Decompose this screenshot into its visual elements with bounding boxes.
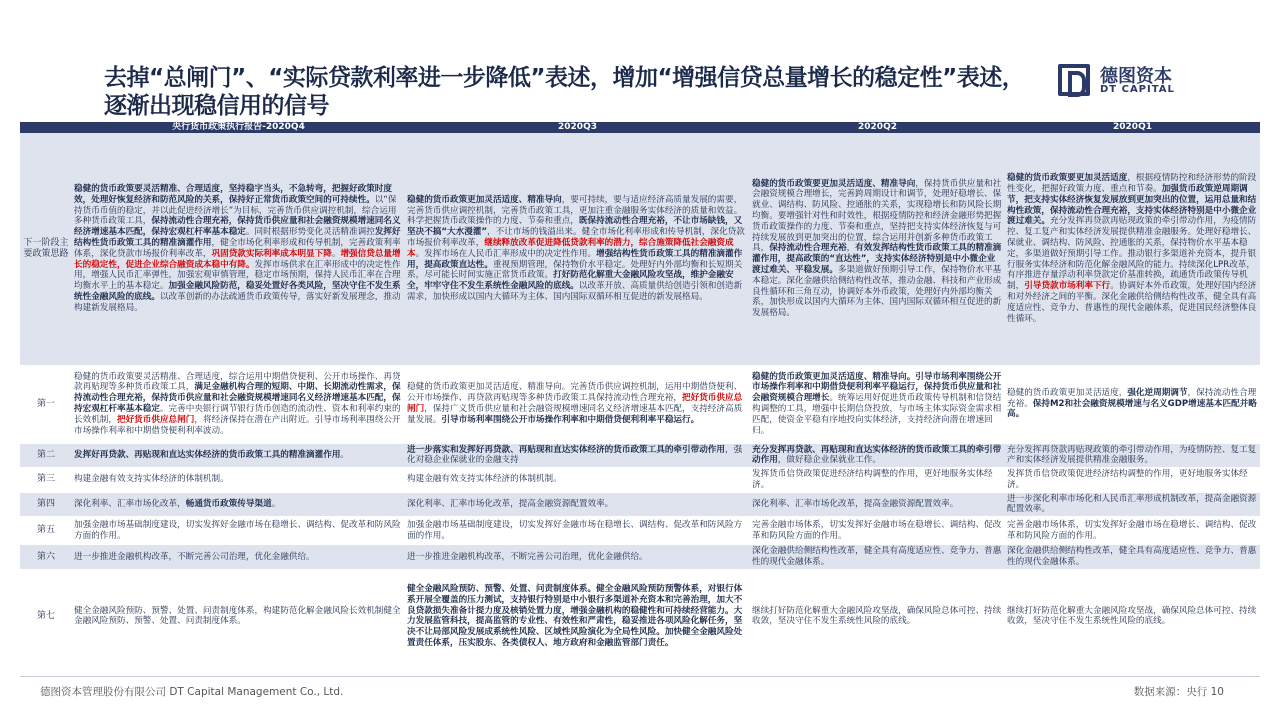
footer-source	[1134, 684, 1224, 699]
table-row	[20, 468, 1260, 493]
cell-text-segment: 。	[271, 499, 281, 510]
table-row	[20, 443, 1260, 468]
cell-text-segment: ，将经济保持在潜在产出附近。引导市场利率围绕公开市场操作利率和中期借贷便利利率波动。	[74, 414, 401, 436]
cell-text-segment: ，保持流动性合理充裕。	[1007, 387, 1257, 409]
cell-text-segment: 发挥好再贷款、再贴现和直达实体经济的货币政策工具的精准滴灌作用	[74, 449, 341, 460]
row-label: 第一	[20, 365, 72, 443]
table-header-row	[20, 122, 1260, 133]
cell-text-segment: 巩固贷款实际利率成本明显下降	[211, 248, 332, 259]
table-row	[20, 365, 1260, 443]
cell-2020q2	[750, 365, 1005, 443]
cell-text-segment: 稳健的货币政策更加灵活适度、精准导向	[752, 371, 907, 382]
header-2020q1: 2020Q1	[1005, 122, 1260, 133]
cell-text-segment: 进一步深化利率市场化和人民币汇率形成机制改革，提高金融资源配置效率。	[1007, 493, 1257, 515]
cell-text-segment: 深化利率、汇率市场化改革，提高金融资源配置效率。	[752, 499, 959, 510]
header-2020q4: 央行货币政策执行报告-2020Q4	[72, 122, 405, 133]
cell-text-segment: 。协调好本外币政策，处理好国内经济和对外经济之间的平衡。深化金融供给侧结构性改革，健全具有高度适应性、竞争力、普惠性的现代金融体系，促进国民经济整体良性循环。	[1007, 281, 1257, 324]
cell-text-segment: 。引导市场利率围绕公开市场操作利率和中期借贷便利利率平稳运行，保持货币供应量和社会融资规模合理增长	[752, 371, 1002, 404]
cell-text-segment: 。统筹运用好促进货币政策传导机制和信贷结构调整的工具，增强中长期信贷投放，与市场主体实际资金需求相匹配，使资金平稳有序地投向实体经济，支持经济向潜在增速回归。	[752, 393, 1002, 436]
cell-text-segment: 保持流动性合理充裕，保持货币供应量和社会融资规模增速同名义经济增速基本匹配，保持宏观杠杆率基本稳定	[74, 216, 401, 238]
cell-text-segment: 加强金融市场基础制度建设，切实发挥好金融市场在稳增长、调结构、促改革和防风险方面的作用。	[74, 519, 401, 541]
cell-text-segment: 引导市场利率围绕公开市场操作利率和中期借贷便利利率平稳运行。	[441, 414, 700, 425]
cell-text-segment: ，不让市场的钱溢出来。健全市场化利率形成和传导机制，深化贷款市场报价利率改革，	[407, 227, 745, 248]
cell-2020q4	[72, 468, 405, 493]
row-label: 第四	[20, 492, 72, 517]
cell-text-segment: ，根据疫情防控和经济形势的阶段性变化，把握好政策力度、重点和节奏。	[1007, 173, 1257, 194]
cell-text-segment: 发挥市场供求在汇率形成中的决定性作用，增强人民币汇率弹性，加强宏观审慎管理，稳定市场预期，保持人民币汇率在合理均衡水平上的基本稳定。	[74, 259, 401, 292]
cell-text-segment: 稳健的货币政策更加灵活适度、精准导向	[407, 194, 562, 205]
row-label: 第三	[20, 468, 72, 493]
cell-text-segment: 以改革创新的办法疏通货币政策传导，落实好新发展理念，推动构建新发展格局。	[74, 291, 401, 313]
cell-2020q1	[1005, 517, 1260, 545]
cell-2020q1	[1005, 545, 1260, 570]
cell-text-segment: ，健全市场化利率形成和传导机制，完善政策利率体系，深化贷款市场报价利率改革，	[74, 237, 401, 259]
cell-text-segment: 。同时根据形势变化灵活精准调控	[245, 227, 375, 238]
cell-text-segment: 保持M2和社会融资规模增速与名义GDP增速基本匹配并略高。	[1007, 398, 1257, 420]
row-label: 第二	[20, 443, 72, 468]
cell-2020q3	[405, 492, 750, 517]
cell-2020q2	[750, 443, 1005, 468]
cell-2020q3	[405, 443, 750, 468]
cell-text-segment: 构建金融有效支持实体经济的体制机制。	[407, 474, 562, 485]
cell-text-segment: ，保持广义货币供应量和社会融资规模增速同名义经济增速基本匹配，支持经济高质量发展。	[407, 404, 743, 425]
cell-text-segment: 加强金融风险防范，稳妥处置好各类风险，坚决守住不发生系统性金融风险的底线。	[74, 281, 401, 302]
cell-text-segment: 保持流动性合理充裕	[769, 243, 847, 254]
row-label: 第七	[20, 569, 72, 663]
cell-text-segment: 以“保持货币币值的稳定，并以此促进经济增长”为目标，完善货币供应调控机制，综合运用多种货币政策工具，	[74, 194, 397, 227]
cell-2020q1	[1005, 492, 1260, 517]
dt-logo-icon	[1058, 64, 1090, 96]
cell-text-segment: 充分发挥再贷款、再贴现和直达实体经济的货币政策工具的牵引带动作用	[752, 444, 1002, 466]
logo-cn-text: 德图资本	[1100, 66, 1172, 87]
cell-text-segment: 稳健的货币政策更加灵活适度，	[1007, 387, 1128, 398]
cell-text-segment: 。完善中央银行调节银行货币创造的流动性、资本和利率约束的长效机制，	[74, 404, 401, 425]
header-2020q2: 2020Q2	[750, 122, 1005, 133]
cell-text-segment: ，保持货币供应量和社会融资规模合理增长，完善跨周期设计和调节，处理好稳增长、保就业、调结构、防风险、控通胀的关系，实现稳增长和防风险长期均衡。要增强针对性和时效性，根据疫情防控和经济金融形势把握货币政策操作的力度、节奏和重点，坚持把支持实体经济恢复与可持续发展放到更加突出的位置，综合运用并创新多种货币政策工具，	[752, 178, 1002, 254]
cell-text-segment: 发挥货币信贷政策促进经济结构调整的作用，更好地服务实体经济。	[752, 469, 993, 490]
header-2020q3: 2020Q3	[405, 122, 750, 133]
cell-text-segment: 发挥好结构性货币政策工具的精准滴灌作用	[74, 227, 401, 248]
cell-text-segment: 充分发挥再贷款再贴现政策的牵引带动作用，为疫情防控、复工复产和实体经济发展提供精准金融服务。处理好稳增长、保就业、调结构、防风险、控通胀的关系，保持物价水平基本稳定，多渠道做好预期引导工作。推动银行多渠道补充资本，提升银行服务实体经济和防范化解金融风险的能力。持续深化LPR改革，有序推进存量浮动利率贷款定价基准转换，疏通货币政策传导机制，	[1007, 216, 1257, 292]
cell-text-segment: 深化利率、汇率市场化改革，提高金融资源配置效率。	[407, 499, 614, 510]
cell-text-segment: 深化金融供给侧结构性改革，健全具有高度适应性、竞争力、普惠性的现代金融体系。	[1007, 546, 1257, 568]
cell-text-segment: 打好防范化解重大金融风险攻坚战，维护金融安全，牢牢守住不发生系统性金融风险的底线。	[407, 270, 734, 292]
cell-text-segment: 稳健的货币政策更加灵活适度、精准导向。完善货币供应调控机制，运用中期借贷便利、公开市场操作、再贷款再贴现等多种货币政策工具保持流动性合理充裕，	[407, 382, 743, 404]
cell-text-segment: 把好货币供应总闸门	[407, 393, 743, 414]
cell-text-segment: 继续打好防范化解重大金融风险攻坚战，确保风险总体可控、持续收敛，坚决守住不发生系统性风险的底线。	[752, 605, 1002, 627]
table-row	[20, 569, 1260, 663]
cell-2020q3	[405, 365, 750, 443]
cell-2020q2	[750, 468, 1005, 493]
table-row	[20, 517, 1260, 545]
cell-text-segment: 继续打好防范化解重大金融风险攻坚战，确保风险总体可控、持续收敛，坚决守住不发生系统性风险的底线。	[1007, 605, 1257, 627]
cell-2020q2	[750, 569, 1005, 663]
cell-text-segment: ，要可持续，要与适应经济高质量发展的需要，完善货币供应调控机制，完善货币政策工具，更加注重金融服务实体经济的质量和效益。科学把握货币政策操作的力度、节奏和重点，	[407, 194, 743, 227]
cell-text-segment: 畅通货币政策传导渠道	[185, 499, 272, 510]
cell-2020q1	[1005, 133, 1260, 365]
cell-2020q2	[750, 492, 1005, 517]
table-row	[20, 133, 1260, 365]
cell-text-segment: 增强结构性货币政策工具的精准滴灌作用，提高政策直达性。	[407, 248, 743, 270]
cell-text-segment: 把好货币供应总闸门	[116, 414, 195, 425]
cell-2020q2	[750, 545, 1005, 570]
cell-text-segment: 以改革开放、高质量供给创造引领和创造新需求，加快形成以国内大循环为主体、国内国际双循环相互促进的新发展格局。	[407, 281, 743, 302]
table-row	[20, 492, 1260, 517]
cell-text-segment: ，强化对稳企业保就业的金融支持	[407, 444, 743, 466]
cell-text-segment: 增强信贷总量增长的稳定性，促进企业综合融资成本稳中有降。	[74, 248, 401, 270]
cell-text-segment: ，做好稳企业保就业工作。	[777, 455, 881, 466]
cell-2020q4	[72, 492, 405, 517]
cell-2020q1	[1005, 365, 1260, 443]
cell-text-segment: 继续释放改革促进降低贷款利率的潜力，综合施策降低社会融资成本	[407, 237, 734, 259]
cell-text-segment: 充分发挥再贷款再贴现政策的牵引带动作用，为疫情防控、复工复产和实体经济发展提供精准金融服务。	[1007, 444, 1257, 466]
cell-text-segment: 有效发挥结构性货币政策工具的精准滴灌作用，提高政策的“直达性”，支持实体经济特别是中小微企业渡过难关、平稳发展。	[752, 243, 1002, 275]
cell-text-segment: 。	[331, 248, 341, 259]
cell-2020q4	[72, 517, 405, 545]
cell-text-segment: 深化金融供给侧结构性改革，健全具有高度适应性、竞争力、普惠性的现代金融体系。	[752, 546, 1002, 568]
cell-text-segment: 。发挥市场在人民币汇率形成中的决定性作用。	[415, 248, 597, 259]
cell-text-segment: 深化利率、汇率市场化改革，	[74, 499, 186, 510]
cell-text-segment: 稳健的货币政策要灵活精准、合理适度，综合运用中期借贷便利、公开市场操作、再贷款再贴现等多种货币政策工具，	[74, 371, 401, 393]
cell-text-segment: 进一步推进金融机构改革，不断完善公司治理，优化金融供给。	[407, 551, 648, 562]
cell-2020q4	[72, 569, 405, 663]
cell-2020q3	[405, 517, 750, 545]
cell-text-segment: 发挥货币信贷政策促进经济结构调整的作用，更好地服务实体经济。	[1007, 469, 1248, 490]
row-label: 第五	[20, 517, 72, 545]
cell-text-segment: 进一步落实和发挥好再贷款、再贴现和直达实体经济的货币政策工具的牵引带动作用	[407, 444, 725, 455]
company-logo	[1058, 62, 1258, 102]
table-row	[20, 545, 1260, 570]
cell-text-segment: ，	[846, 243, 856, 254]
cell-text-segment: 加强货币政策逆周期调节，把支持实体经济恢复发展放到更加突出的位置，运用总量和结构性政策，保持流动性合理充裕，支持实体经济特别是中小微企业渡过难关。	[1007, 183, 1257, 227]
cell-2020q2	[750, 517, 1005, 545]
cell-2020q1	[1005, 443, 1260, 468]
cell-2020q4	[72, 133, 405, 365]
cell-2020q3	[405, 468, 750, 493]
cell-2020q4	[72, 443, 405, 468]
cell-2020q1	[1005, 468, 1260, 493]
cell-2020q4	[72, 365, 405, 443]
footer-divider	[20, 676, 1260, 677]
cell-text-segment: 引导贷款市场利率下行	[1024, 281, 1111, 292]
cell-text-segment: 。	[340, 449, 350, 460]
cell-text-segment: 健全金融风险预防、预警、处置、问责制度体系，构建防范化解金融风险长效机制健全金融风险预防、预警、处置、问责制度体系。	[74, 605, 401, 627]
page-title: 去掉“总闸门”、“实际贷款利率进一步降低”表述，增加“增强信贷总量增长的稳定性”表述，逐渐出现稳信用的信号	[104, 65, 1025, 119]
cell-text-segment: 既保持流动性合理充裕，不让市场缺钱，又坚决不搞“大水漫灌”	[407, 216, 743, 238]
row-label: 下一阶段主要政策思路	[20, 133, 72, 365]
cell-2020q1	[1005, 569, 1260, 663]
header-label	[20, 122, 72, 133]
cell-text-segment: 强化逆周期调节	[1127, 387, 1188, 398]
cell-text-segment: 完善金融市场体系，切实发挥好金融市场在稳增长、调结构、促改革和防风险方面的作用。	[752, 519, 1002, 541]
cell-2020q3	[405, 133, 750, 365]
cell-2020q2	[750, 133, 1005, 365]
cell-text-segment: 重视预期管理，保持物价水平稳定。处理好内外部均衡和长短期关系，尽可能长时间实施正常货币政策。	[407, 259, 743, 281]
cell-text-segment: 稳健的货币政策要灵活精准、合理适度，坚持稳字当头，不急转弯，把握好政策时度效，处理好恢复经济和防范风险的关系，保持好正常货币政策空间的可持续性。	[74, 183, 392, 205]
source-text: 数据来源：央行	[1133, 686, 1208, 698]
logo-en-text: DT CAPITAL	[1100, 84, 1175, 95]
cell-text-segment: 稳健的货币政策要更加灵活适度、精准导向	[752, 178, 916, 189]
cell-2020q3	[405, 569, 750, 663]
cell-2020q4	[72, 545, 405, 570]
cell-text-segment: 加强金融市场基础制度建设，切实发挥好金融市场在稳增长、调结构、促改革和防风险方面的作用。	[407, 519, 743, 541]
cell-text-segment: 多渠道做好预期引导工作，保持物价水平基本稳定。深化金融供给侧结构性改革，推动金融、科技和产业形成良性循环和三角互动，协调好本外币政策，处理好内外部均衡关系，加快形成以国内大循环为主体、国内国际双循环相互促进的新发展格局。	[752, 264, 1002, 319]
cell-text-segment: 构建金融有效支持实体经济的体制机制。	[74, 474, 229, 485]
cell-text-segment: 完善金融市场体系，切实发挥好金融市场在稳增长、调结构、促改革和防风险方面的作用。	[1007, 519, 1257, 541]
cell-2020q3	[405, 545, 750, 570]
footer-company: 德图资本管理股份有限公司 DT Capital Management Co., Ltd.	[40, 686, 344, 698]
cell-text-segment: 稳健的货币政策要更加灵活适度	[1007, 173, 1128, 184]
policy-comparison-table	[20, 122, 1260, 664]
cell-text-segment: 满足金融机构合理的短期、中期、长期流动性需求，保持流动性合理充裕，保持货币供应量和社会融资规模增速同名义经济增速基本匹配，保持宏观杠杆率基本稳定	[74, 382, 401, 414]
cell-text-segment: 健全金融风险预防、预警、处置、问责制度体系。健全金融风险预防预警体系，对银行体系开展全覆盖的压力测试，支持银行特别是中小银行多渠道补充资本和完善治理，加大不良贷款损失准备计提力度及核销处置力度，增强金融机构的稳健性和可持续经营能力。大力发展监管科技，提高监管的专业性、有效性和严肃性，稳妥推进各项风险化解任务，坚决不让局部风险发展成系统性风险、区域性风险演化为全局性风险。加快健全金融风险处置责任体系，压实股东、各类债权人、地方政府和金融监管部门责任。	[407, 583, 743, 648]
row-label: 第六	[20, 545, 72, 570]
cell-text-segment: 进一步推进金融机构改革，不断完善公司治理，优化金融供给。	[74, 551, 315, 562]
page-number: 10	[1210, 686, 1224, 698]
